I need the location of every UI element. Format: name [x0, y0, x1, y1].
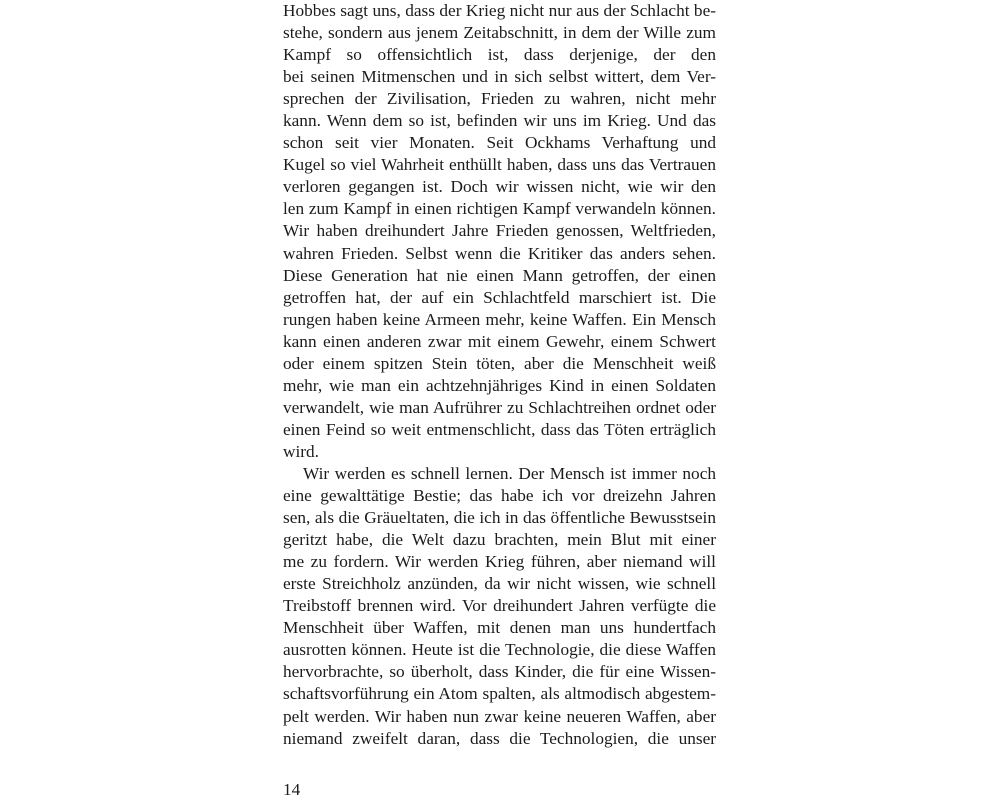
text-line: hervorbrachte, so überholt, dass Kinder, die für eine Wissen-: [283, 662, 716, 682]
text-line: sen, als die Gräueltaten, die ich in das öffentliche Bewusstsein: [283, 508, 716, 528]
text-line: schon seit vier Monaten. Seit Ockhams Verhaftung und: [283, 133, 716, 153]
text-line: sprechen der Zivilisation, Frieden zu wahren, nicht mehr: [283, 89, 716, 109]
text-line: ausrotten können. Heute ist die Technologie, die diese Waffen: [283, 640, 716, 660]
text-line-last: wird.: [283, 441, 319, 461]
text-line: kann einen anderen zwar mit einem Gewehr, einem Schwert: [283, 331, 716, 351]
text-line: oder einem spitzen Stein töten, aber die Menschheit weiß: [283, 353, 716, 373]
text-line: Menschheit über Waffen, mit denen man uns hundertfach: [283, 618, 716, 638]
body-text: [283, 0, 716, 750]
text-line: verwandelt, wie man Aufrührer zu Schlachtreihen ordnet oder: [283, 397, 716, 417]
text-line: Diese Generation hat nie einen Mann getroffen, der einen: [283, 265, 716, 285]
text-line: eine gewalttätige Bestie; das habe ich vor dreizehn Jahren: [283, 486, 716, 506]
text-line: pelt werden. Wir haben nun zwar keine neueren Waffen, aber: [283, 706, 716, 726]
text-line-indented: Wir werden es schnell lernen. Der Mensch ist immer noch: [303, 463, 716, 483]
text-line: Treibstoff brennen wird. Vor dreihundert Jahren verfügte die: [283, 596, 716, 616]
text-line: me zu fordern. Wir werden Krieg führen, aber niemand will: [283, 552, 716, 572]
page-number: 14: [283, 780, 301, 799]
text-line: Wir haben dreihundert Jahre Frieden genossen, Weltfrieden,: [283, 221, 716, 241]
text-line: len zum Kampf in einen richtigen Kampf verwandeln können.: [283, 199, 716, 219]
text-line: stehe, sondern aus jenem Zeitabschnitt, in dem der Wille zum: [283, 23, 716, 43]
text-line: bei seinen Mitmenschen und in sich selbst wittert, dem Ver-: [283, 67, 716, 87]
text-line: geritzt habe, die Welt dazu brachten, mein Blut mit einer: [283, 530, 716, 550]
text-line: mehr, wie man ein achtzehnjähriges Kind in einen Soldaten: [283, 375, 716, 395]
text-line: wahren Frieden. Selbst wenn die Kritiker das anders sehen.: [283, 243, 716, 263]
text-line: Kampf so offensichtlich ist, dass derjenige, der den: [283, 45, 716, 65]
text-line: Kugel so viel Wahrheit enthüllt haben, dass uns das Vertrauen: [283, 155, 716, 175]
text-line: Hobbes sagt uns, dass der Krieg nicht nur aus der Schlacht be-: [283, 1, 716, 20]
text-line: verloren gegangen ist. Doch wir wissen nicht, wie wir den: [283, 177, 716, 197]
text-line: rungen haben keine Armeen mehr, keine Waffen. Ein Mensch: [283, 309, 716, 329]
text-line: erste Streichholz anzünden, da wir nicht wissen, wie schnell: [283, 574, 716, 594]
text-line: schaftsvorführung ein Atom spalten, als altmodisch abgestem-: [283, 684, 716, 704]
text-line: einen Feind so weit entmenschlicht, dass das Töten erträglich: [283, 419, 716, 439]
text-line: niemand zweifelt daran, dass die Technologien, die unser: [283, 728, 716, 748]
text-line: getroffen hat, der auf ein Schlachtfeld marschiert ist. Die: [283, 287, 716, 307]
text-line: kann. Wenn dem so ist, befinden wir uns im Krieg. Und das: [283, 111, 716, 131]
